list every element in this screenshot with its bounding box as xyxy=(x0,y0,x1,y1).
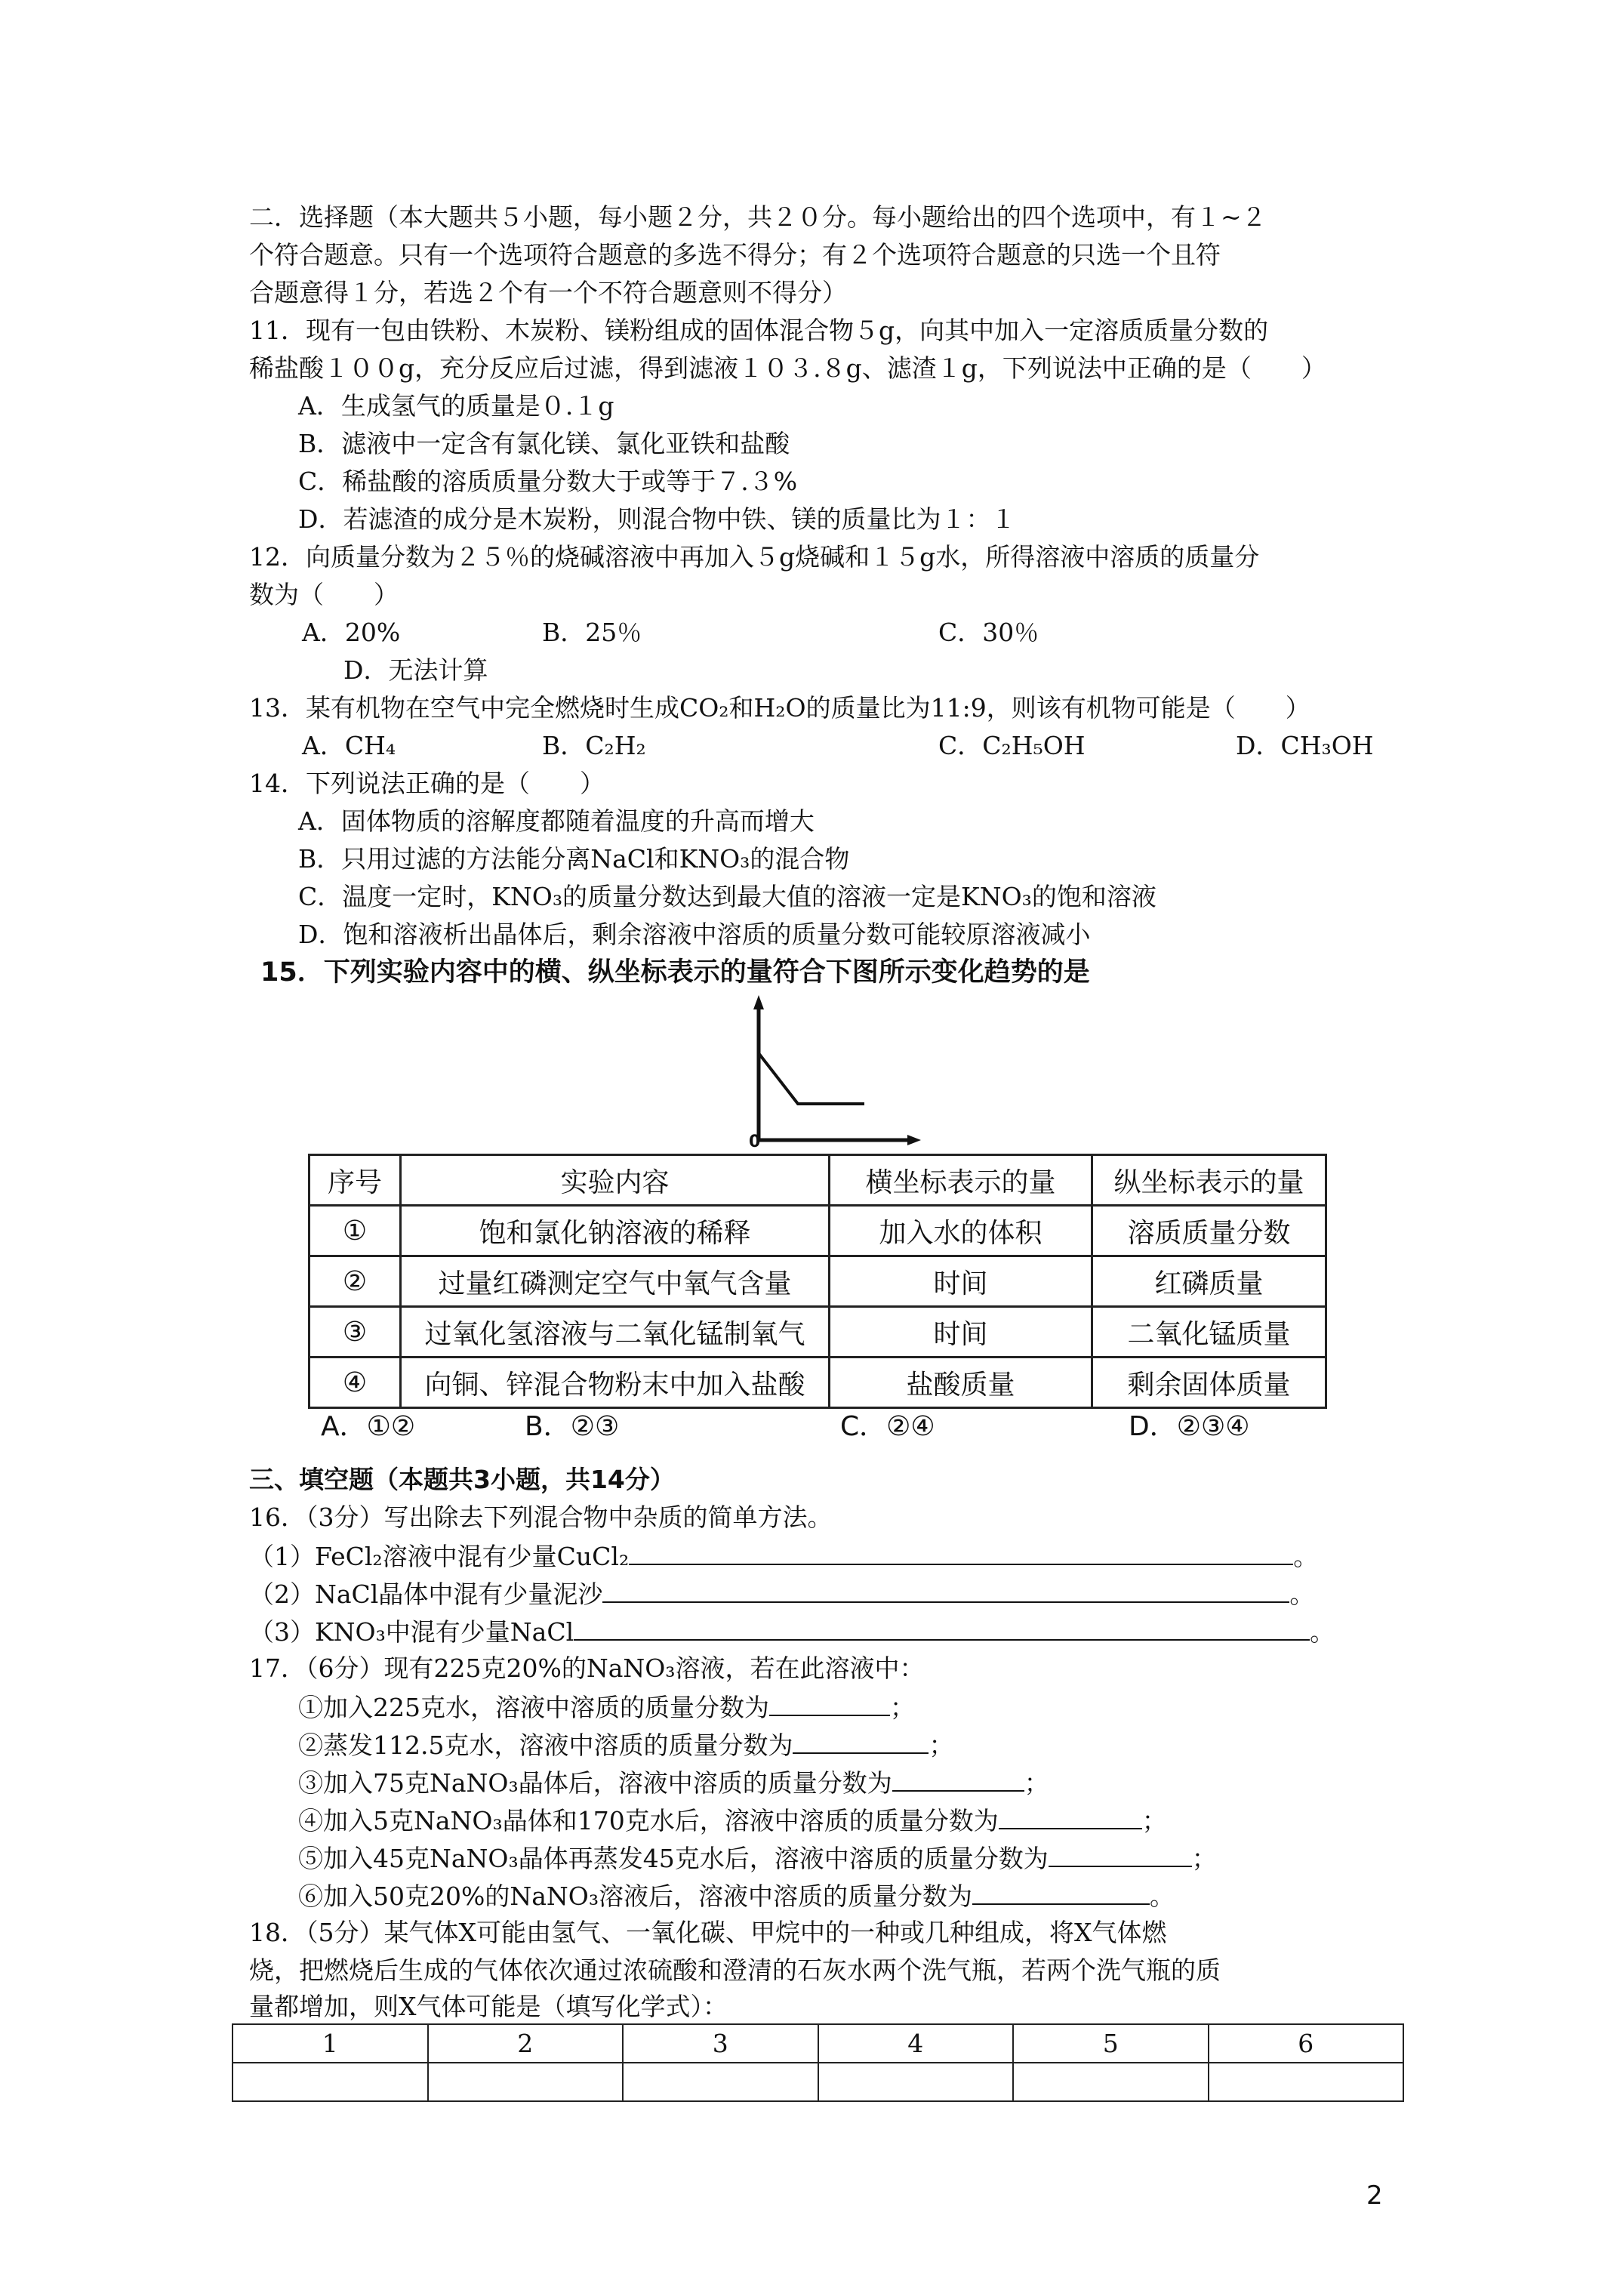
q17-item-2-text: ②蒸发112.5克水，溶液中溶质的质量分数为 xyxy=(298,1730,793,1760)
q13-stem: 13．某有机物在空气中完全燃烧时生成CO₂和H₂O的质量比为11:9，则该有机物可能是（ ） xyxy=(249,693,1310,723)
answer-cell[interactable] xyxy=(818,2063,1014,2101)
q17-blank-4[interactable] xyxy=(999,1801,1142,1829)
q15-option-b: B．②③ xyxy=(525,1411,620,1442)
table-cell: 溶质质量分数 xyxy=(1092,1206,1326,1256)
q16-item-2-text: （2）NaCl晶体中混有少量泥沙 xyxy=(249,1579,603,1609)
table-cell: 饱和氯化钠溶液的稀释 xyxy=(401,1206,830,1256)
q14-stem: 14．下列说法正确的是（ ） xyxy=(249,769,605,798)
q17-item-5 xyxy=(298,1838,1217,1878)
table-cell: 红磷质量 xyxy=(1092,1256,1326,1307)
q17-blank-3[interactable] xyxy=(892,1763,1024,1792)
q17-item-6-end: 。 xyxy=(1150,1881,1175,1911)
q16-item-2 xyxy=(249,1574,1314,1613)
q11-stem-line2: 稀盐酸１００g，充分反应后过滤，得到滤液１０３.８g、滤渣１g，下列说法中正确的是（ ） xyxy=(249,353,1326,383)
q16-item-end: 。 xyxy=(1310,1617,1335,1647)
q17-item-4 xyxy=(298,1801,1167,1840)
q16-item-3-text: （3）KNO₃中混有少量NaCl xyxy=(249,1617,574,1647)
table-cell: 时间 xyxy=(830,1307,1092,1358)
section2-header-line1: 二．选择题（本大题共５小题，每小题２分，共２０分。每小题给出的四个选项中，有１~２ xyxy=(249,202,1267,232)
x-axis-arrow-icon xyxy=(907,1135,921,1145)
header-cell: 纵坐标表示的量 xyxy=(1092,1155,1326,1206)
answer-row xyxy=(233,2063,1403,2101)
q17-item-2-end: ； xyxy=(929,1730,954,1760)
q17-item-4-end: ； xyxy=(1141,1806,1167,1835)
q17-item-2 xyxy=(298,1725,953,1764)
header-cell: 横坐标表示的量 xyxy=(830,1155,1092,1206)
q15-option-d: D．②③④ xyxy=(1129,1411,1250,1442)
q12-option-a: A．20% xyxy=(302,618,401,647)
header-cell: 序号 xyxy=(310,1155,401,1206)
q13-option-b: B．C₂H₂ xyxy=(542,731,646,760)
table-row xyxy=(310,1256,1326,1307)
table-cell: 盐酸质量 xyxy=(830,1358,1092,1408)
q17-blank-6[interactable] xyxy=(972,1876,1150,1905)
q15-option-c: C．②④ xyxy=(840,1411,935,1442)
q18-answer-table xyxy=(232,2023,1404,2102)
q14-option-a: A．固体物质的溶解度都随着温度的升高而增大 xyxy=(298,806,815,836)
q17-item-3-text: ③加入75克NaNO₃晶体后，溶液中溶质的质量分数为 xyxy=(298,1768,892,1798)
q16-blank-3[interactable] xyxy=(574,1612,1310,1641)
answer-cell[interactable] xyxy=(428,2063,624,2101)
q14-option-d: D．饱和溶液析出晶体后，剩余溶液中溶质的质量分数可能较原溶液减小 xyxy=(298,920,1091,949)
q18-stem-line3: 量都增加，则X气体可能是（填写化学式）： xyxy=(249,1992,728,2021)
q13-option-a: A．CH₄ xyxy=(302,731,396,760)
q14-option-c: C．温度一定时，KNO₃的质量分数达到最大值的溶液一定是KNO₃的饱和溶液 xyxy=(298,882,1156,911)
table-cell: 时间 xyxy=(830,1256,1092,1307)
q15-option-a: A．①② xyxy=(321,1411,416,1442)
q17-item-1-text: ①加入225克水，溶液中溶质的质量分数为 xyxy=(298,1693,769,1722)
q17-item-6-text: ⑥加入50克20%的NaNO₃溶液后，溶液中溶质的质量分数为 xyxy=(298,1881,973,1911)
page-number: 2 xyxy=(1366,2180,1383,2211)
table-cell: 二氧化锰质量 xyxy=(1092,1307,1326,1358)
q17-item-5-text: ⑤加入45克NaNO₃晶体再蒸发45克水后，溶液中溶质的质量分数为 xyxy=(298,1844,1049,1873)
section2-header-line2: 个符合题意。只有一个选项符合题意的多选不得分；有２个选项符合题意的只选一个且符 xyxy=(249,240,1221,270)
q15-stem: 15．下列实验内容中的横、纵坐标表示的量符合下图所示变化趋势的是 xyxy=(260,957,1090,988)
q15-trend-graph xyxy=(736,993,921,1148)
q18-stem-line2: 烧，把燃烧后生成的气体依次通过浓硫酸和澄清的石灰水两个洗气瓶，若两个洗气瓶的质 xyxy=(249,1955,1221,1985)
q16-blank-1[interactable] xyxy=(629,1536,1293,1565)
table-cell: ③ xyxy=(310,1307,401,1358)
q16-item-1-text: （1）FeCl₂溶液中混有少量CuCl₂ xyxy=(249,1542,630,1571)
table-cell: 过氧化氢溶液与二氧化锰制氧气 xyxy=(401,1307,830,1358)
q17-item-1 xyxy=(298,1687,915,1727)
trend-line xyxy=(759,1053,864,1104)
table-cell: ① xyxy=(310,1206,401,1256)
table-cell: ② xyxy=(310,1256,401,1307)
q16-item-1 xyxy=(249,1536,1318,1576)
q17-stem: 17．（6分）现有225克20%的NaNO₃溶液，若在此溶液中： xyxy=(249,1653,925,1683)
q16-blank-2[interactable] xyxy=(602,1574,1289,1603)
table-cell: 向铜、锌混合物粉末中加入盐酸 xyxy=(401,1358,830,1408)
section2-header-line3: 合题意得１分，若选２个有一个不符合题意则不得分） xyxy=(249,278,847,307)
q16-item-end: 。 xyxy=(1289,1579,1315,1609)
q11-option-d: D．若滤渣的成分是木炭粉，则混合物中铁、镁的质量比为１：１ xyxy=(298,504,1016,534)
q15-table xyxy=(308,1154,1327,1409)
table-cell: 剩余固体质量 xyxy=(1092,1358,1326,1408)
q12-option-c: C．30％ xyxy=(938,618,1039,647)
table-row xyxy=(310,1358,1326,1408)
header-cell: 4 xyxy=(818,2024,1014,2063)
table-cell: ④ xyxy=(310,1358,401,1408)
table-cell: 加入水的体积 xyxy=(830,1206,1092,1256)
q16-stem: 16．（3分）写出除去下列混合物中杂质的简单方法。 xyxy=(249,1502,833,1532)
q18-stem-line1: 18．（5分）某气体X可能由氢气、一氧化碳、甲烷中的一种或几种组成，将X气体燃 xyxy=(249,1918,1167,1947)
q13-option-c: C．C₂H₅OH xyxy=(938,731,1086,760)
answer-cell[interactable] xyxy=(623,2063,818,2101)
q11-option-c: C．稀盐酸的溶质质量分数大于或等于７.３% xyxy=(298,467,798,496)
q17-item-3 xyxy=(298,1763,1049,1802)
q12-option-b: B．25％ xyxy=(542,618,642,647)
answer-cell[interactable] xyxy=(1013,2063,1209,2101)
table-row xyxy=(310,1307,1326,1358)
table-cell: 过量红磷测定空气中氧气含量 xyxy=(401,1256,830,1307)
q12-stem-line1: 12．向质量分数为２５％的烧碱溶液中再加入５g烧碱和１５g水，所得溶液中溶质的质量分 xyxy=(249,542,1260,572)
header-cell: 实验内容 xyxy=(401,1155,830,1206)
header-cell: 6 xyxy=(1209,2024,1404,2063)
q14-option-b: B．只用过滤的方法能分离NaCl和KNO₃的混合物 xyxy=(298,844,850,874)
q11-stem-line1: 11．现有一包由铁粉、木炭粉、镁粉组成的固体混合物５g，向其中加入一定溶质质量分数的 xyxy=(249,316,1269,345)
header-cell: 3 xyxy=(623,2024,818,2063)
q12-option-d: D．无法计算 xyxy=(343,655,488,685)
answer-cell[interactable] xyxy=(1209,2063,1404,2101)
answer-cell[interactable] xyxy=(233,2063,428,2101)
q16-item-3 xyxy=(249,1612,1335,1651)
q17-item-3-end: ； xyxy=(1024,1768,1049,1798)
table-row xyxy=(310,1206,1326,1256)
section3-header: 三、填空题（本题共3小题，共14分） xyxy=(249,1465,675,1494)
q17-blank-5[interactable] xyxy=(1049,1838,1192,1867)
q17-item-1-end: ； xyxy=(890,1693,915,1722)
origin-label: 0 xyxy=(749,1133,761,1151)
y-axis-arrow-icon xyxy=(753,995,764,1009)
q17-blank-1[interactable] xyxy=(769,1687,890,1716)
q12-stem-line2: 数为（ ） xyxy=(249,580,399,609)
q11-option-b: B．滤液中一定含有氯化镁、氯化亚铁和盐酸 xyxy=(298,429,790,458)
table-header-row xyxy=(233,2024,1403,2063)
header-cell: 1 xyxy=(233,2024,428,2063)
q17-item-6 xyxy=(298,1876,1175,1915)
q16-item-end: 。 xyxy=(1293,1542,1319,1571)
header-cell: 5 xyxy=(1013,2024,1209,2063)
header-cell: 2 xyxy=(428,2024,624,2063)
q13-option-d: D．CH₃OH xyxy=(1236,731,1374,760)
q17-item-5-end: ； xyxy=(1191,1844,1217,1873)
table-header-row xyxy=(310,1155,1326,1206)
q11-option-a: A．生成氢气的质量是０.１g xyxy=(298,391,614,421)
q17-blank-2[interactable] xyxy=(793,1725,929,1754)
q17-item-4-text: ④加入5克NaNO₃晶体和170克水后，溶液中溶质的质量分数为 xyxy=(298,1806,999,1835)
